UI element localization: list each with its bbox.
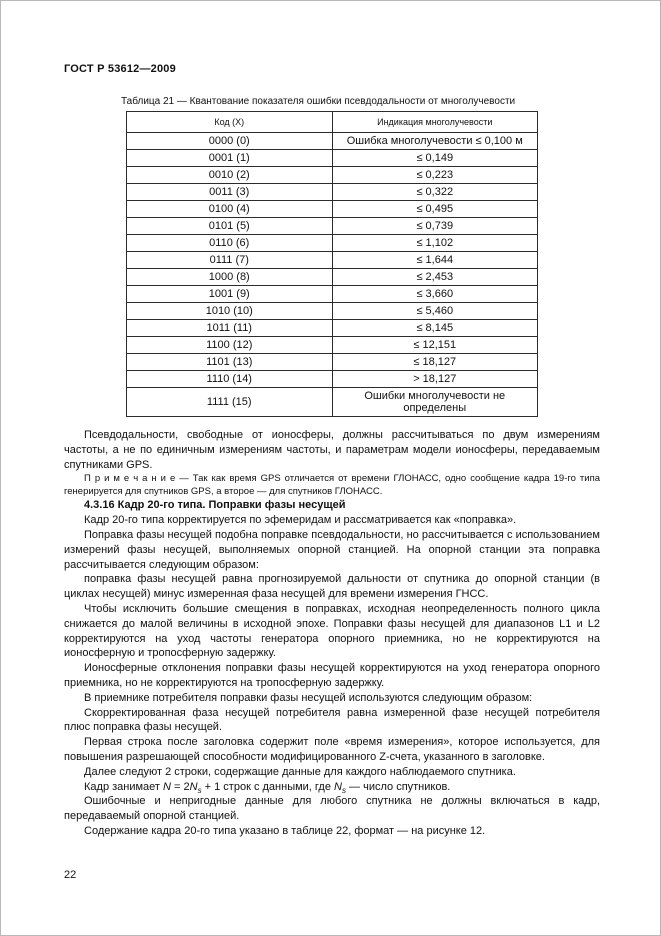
text-run: Псевдодальности, свободные от ионосферы, должны рассчитываться по двум измерениям частоты, а не по единичным измерениям частоты, и параметрам модели ионосферы, передаваемым спутниками GPS. bbox=[64, 429, 600, 471]
text-run: = 2 bbox=[170, 780, 190, 793]
page-number: 22 bbox=[64, 869, 77, 881]
table-header-row bbox=[127, 112, 538, 133]
cell-indication: ≤ 3,660 bbox=[332, 286, 538, 303]
cell-code: 0000 (0) bbox=[127, 133, 333, 150]
cell-code: 0111 (7) bbox=[127, 252, 333, 269]
table-row bbox=[127, 167, 538, 184]
variable: N bbox=[163, 780, 171, 793]
table-row bbox=[127, 201, 538, 218]
subscript: s bbox=[341, 785, 346, 795]
text-run: 4.3.16 Кадр 20-го типа. Поправки фазы несущей bbox=[84, 499, 346, 512]
cell-code: 1000 (8) bbox=[127, 269, 333, 286]
note-paragraph bbox=[64, 472, 600, 498]
text-run: Ошибочные и непригодные данные для любого спутника не должны включаться в кадр, передаваемый опорной станцией. bbox=[64, 795, 600, 823]
paragraph bbox=[64, 824, 600, 839]
table-row bbox=[127, 354, 538, 371]
cell-code: 1100 (12) bbox=[127, 337, 333, 354]
table-row bbox=[127, 269, 538, 286]
cell-code: 1101 (13) bbox=[127, 354, 333, 371]
text-run: П р и м е ч а н и е — Так как время GPS отличается от времени ГЛОНАСС, одно сообщение кадра 19-го типа генерируется для спутников GPS, а второе — для спутников ГЛОНАСС. bbox=[64, 473, 600, 498]
cell-code: 1011 (11) bbox=[127, 320, 333, 337]
paragraph bbox=[64, 794, 600, 824]
cell-indication: ≤ 0,223 bbox=[332, 167, 538, 184]
subscript: s bbox=[197, 785, 202, 795]
paragraph bbox=[64, 513, 600, 528]
cell-code: 0101 (5) bbox=[127, 218, 333, 235]
text-run: Чтобы исключить большие смещения в поправках, исходная неопределенность полного цикла снижается до малой величины в исходной эпохе. Поправки фазы несущей для диапазонов L1 и L2 корректируются на уход частоты генератора опорного приемника, но не корректируются на ионосферную и тропосферную задержку. bbox=[64, 602, 600, 660]
paragraph bbox=[64, 602, 600, 661]
table-row bbox=[127, 150, 538, 167]
cell-code: 0001 (1) bbox=[127, 150, 333, 167]
paragraph bbox=[64, 706, 600, 736]
table-header bbox=[127, 112, 538, 133]
text-run: В приемнике потребителя поправки фазы несущей используются следующим образом: bbox=[84, 691, 533, 704]
cell-code: 0110 (6) bbox=[127, 235, 333, 252]
body-text bbox=[64, 428, 600, 839]
doc-number: ГОСТ Р 53612—2009 bbox=[64, 63, 176, 75]
paragraph bbox=[64, 735, 600, 765]
cell-code: 1111 (15) bbox=[127, 388, 333, 417]
cell-indication: ≤ 1,644 bbox=[332, 252, 538, 269]
cell-code: 1001 (9) bbox=[127, 286, 333, 303]
column-header-indication: Индикация многолучевости bbox=[332, 112, 538, 133]
table-row bbox=[127, 337, 538, 354]
cell-code: 0010 (2) bbox=[127, 167, 333, 184]
text-run: Содержание кадра 20-го типа указано в таблице 22, формат — на рисунке 12. bbox=[84, 824, 486, 837]
cell-indication: ≤ 5,460 bbox=[332, 303, 538, 320]
paragraph bbox=[64, 572, 600, 602]
text-run: Ионосферные отклонения поправки фазы несущей корректируются на уход генератора опорного приемника, но не корректируются на тропосферную задержку. bbox=[64, 662, 600, 689]
cell-indication: ≤ 0,495 bbox=[332, 201, 538, 218]
cell-indication: ≤ 0,322 bbox=[332, 184, 538, 201]
table-row bbox=[127, 184, 538, 201]
cell-indication: ≤ 2,453 bbox=[332, 269, 538, 286]
quantization-table bbox=[126, 111, 538, 417]
table-row bbox=[127, 252, 538, 269]
table-row bbox=[127, 218, 538, 235]
text-run: + 1 строк с данными, где bbox=[201, 780, 335, 793]
cell-indication: Ошибка многолучевости ≤ 0,100 м bbox=[332, 133, 538, 150]
text-run: Первая строка после заголовка содержит поле «время измерения», которое используется, для повышения разрешающей способности модифицированного Z-счета, указанного в заголовке. bbox=[64, 736, 600, 763]
paragraph bbox=[64, 691, 600, 706]
table-row bbox=[127, 371, 538, 388]
table-row bbox=[127, 286, 538, 303]
cell-code: 0100 (4) bbox=[127, 201, 333, 218]
table-caption: Таблица 21 — Квантование показателя ошибки псевдодальности от многолучевости bbox=[121, 96, 516, 107]
cell-code: 1110 (14) bbox=[127, 371, 333, 388]
text-run: Кадр занимает bbox=[84, 780, 164, 793]
paragraph bbox=[64, 428, 600, 472]
cell-indication: ≤ 18,127 bbox=[332, 354, 538, 371]
table-row bbox=[127, 303, 538, 320]
table-body bbox=[127, 133, 538, 417]
cell-indication: ≤ 0,739 bbox=[332, 218, 538, 235]
paragraph bbox=[64, 661, 600, 691]
variable: N bbox=[189, 780, 198, 793]
paragraph bbox=[64, 780, 600, 795]
section-heading bbox=[64, 498, 600, 513]
cell-code: 0011 (3) bbox=[127, 184, 333, 201]
cell-indication: Ошибки многолучевости не определены bbox=[332, 388, 538, 417]
variable: N bbox=[334, 780, 342, 793]
text-run: Поправка фазы несущей подобна поправке псевдодальности, но рассчитывается с использованием измерений фазы несущей, выполняемых опорной станцией. На опорной станции эта поправка рассчитывается следующим образом: bbox=[64, 528, 600, 571]
paragraph bbox=[64, 528, 600, 572]
text-run: — число спутников. bbox=[345, 780, 451, 793]
cell-indication: ≤ 12,151 bbox=[332, 337, 538, 354]
text-run: поправка фазы несущей равна прогнозируемой дальности от спутника до опорной станции (в циклах несущей) минус измеренная фаза несущей для времени измерения ГНСС. bbox=[64, 573, 600, 601]
table-row bbox=[127, 133, 538, 150]
table-row bbox=[127, 235, 538, 252]
column-header-code: Код (X) bbox=[127, 112, 333, 133]
paragraph bbox=[64, 765, 600, 780]
table-row bbox=[127, 388, 538, 417]
cell-code: 1010 (10) bbox=[127, 303, 333, 320]
cell-indication: ≤ 8,145 bbox=[332, 320, 538, 337]
text-run: Кадр 20-го типа корректируется по эфемеридам и рассматривается как «поправка». bbox=[84, 514, 517, 527]
cell-indication: ≤ 1,102 bbox=[332, 235, 538, 252]
text-run: Далее следуют 2 строки, содержащие данные для каждого наблюдаемого спутника. bbox=[84, 765, 516, 778]
cell-indication: ≤ 0,149 bbox=[332, 150, 538, 167]
table-row bbox=[127, 320, 538, 337]
cell-indication: > 18,127 bbox=[332, 371, 538, 388]
text-run: Скорректированная фаза несущей потребителя равна измеренной фазе несущей потребителя плюс поправка фазы несущей. bbox=[64, 706, 600, 734]
